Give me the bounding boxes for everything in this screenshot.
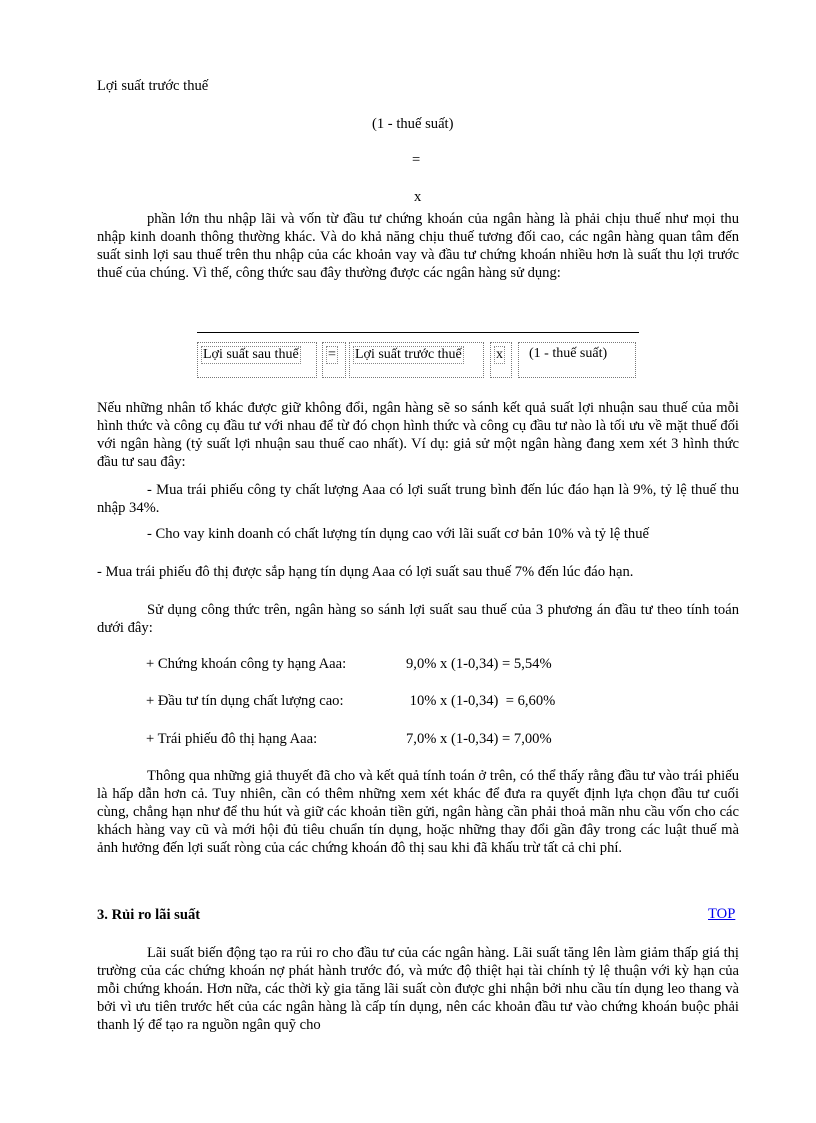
- formula-times: x: [496, 347, 503, 362]
- paragraph-conclusion: Thông qua những giả thuyết đã cho và kết quả tính toán ở trên, có thể thấy rằng đầu tư vào trái phiếu là hấp dẫn hơn cả. Tuy nhiên, cần có thêm những xem xét khác để đưa ra quyết định lựa chọn đầu tư cuối cùng, chẳng hạn như để thu hút và giữ các khoản tiền gửi, ngân hàng cần phải thoả mãn nhu cầu vốn cho các khách hàng vay cũ và mới hội đủ tiêu chuẩn tín dụng, hoặc những thay đổi gần đây trong các luật thuế mà ảnh hưởng đến lợi suất ròng của các chứng khoán đô thị sau khi đã khấu trừ tất cả chi phí.: [97, 768, 739, 856]
- pre-formula-times: x: [414, 189, 422, 205]
- formula-equals-cell: [322, 342, 346, 378]
- pre-formula-tax-term: (1 - thuế suất): [372, 116, 454, 132]
- formula-tax: (1 - thuế suất): [529, 346, 608, 361]
- section-heading: 3. Rủi ro lãi suất: [97, 907, 201, 923]
- paragraph-interest-rate-risk: Lãi suất biến động tạo ra rủi ro cho đầu tư của các ngân hàng. Lãi suất tăng lên làm giảm thấp giá thị trường của các chứng khoán nợ phát hành trước đó, và mức độ thiệt hại tài chính tỷ lệ thuận với kỳ hạn của mỗi chứng khoán. Hơn nữa, các thời kỳ gia tăng lãi suất còn được ghi nhận bởi nhu cầu tín dụng leo thang và bởi vì ưu tiên trước hết của các ngân hàng là cấp tín dụng, nên các khoản đầu tư vào chứng khoán buộc phải thanh lý để tạo ra nguồn ngân quỹ cho: [97, 945, 739, 1033]
- formula-after-tax: Lợi suất sau thuế: [203, 347, 299, 362]
- bullet-municipal-bond: - Mua trái phiếu đô thị được sắp hạng tín dụng Aaa có lợi suất sau thuế 7% đến lúc đáo hạn.: [97, 564, 634, 580]
- bullet-business-loan: - Cho vay kinh doanh có chất lượng tín dụng cao với lãi suất cơ bản 10% và tỷ lệ thuế: [147, 526, 650, 542]
- formula-times-cell: [490, 342, 512, 378]
- formula-before-tax: Lợi suất trước thuế: [355, 347, 462, 362]
- formula-equals: =: [328, 347, 336, 362]
- formula-rule: [197, 332, 639, 333]
- formula-after-tax-cell: [197, 342, 317, 378]
- calc-row: [146, 730, 552, 748]
- paragraph-tax-intro: phần lớn thu nhập lãi và vốn từ đầu tư chứng khoán của ngân hàng là phải chịu thuế như mọi thu nhập kinh doanh thông thường khác. Và do khả năng chịu thuế tương đối cao, các ngân hàng quan tâm đến suất sinh lợi sau thuế trên thu nhập của các khoản vay và đầu tư chứng khoán nhiều hơn là suất thu lợi trước thuế của chúng. Vì thế, công thức sau đây thường được các ngân hàng sử dụng:: [97, 211, 739, 281]
- formula-before-tax-cell: [349, 342, 484, 378]
- pre-formula-label: Lợi suất trước thuế: [97, 78, 209, 94]
- paragraph-comparison: Nếu những nhân tố khác được giữ không đổi, ngân hàng sẽ so sánh kết quả suất lợi nhuận sau thuế của mỗi hình thức và công cụ đầu tư với nhau để từ đó chọn hình thức và công cụ đầu tư nào là tối ưu về mặt thuế đối với ngân hàng (tỷ suất lợi nhuận sau thuế cao nhất). Ví dụ: giả sử một ngân hàng đang xem xét 3 hình thức đầu tư sau đây:: [97, 400, 739, 470]
- top-link[interactable]: TOP: [708, 906, 736, 922]
- calc-label: + Trái phiếu đô thị hạng Aaa:: [146, 731, 318, 747]
- calc-result: 10% x (1-0,34) = 6,60%: [406, 693, 556, 709]
- calc-label: + Chứng khoán công ty hạng Aaa:: [146, 656, 347, 672]
- paragraph-calculation-intro: Sử dụng công thức trên, ngân hàng so sánh lợi suất sau thuế của 3 phương án đầu tư theo tính toán dưới đây:: [97, 602, 739, 636]
- calc-row: [146, 655, 552, 673]
- calc-result: 7,0% x (1-0,34) = 7,00%: [406, 731, 552, 747]
- calc-result: 9,0% x (1-0,34) = 5,54%: [406, 656, 552, 672]
- bullet-corporate-bond: - Mua trái phiếu công ty chất lượng Aaa có lợi suất trung bình đến lúc đáo hạn là 9%, tỷ lệ thuế thu nhập 34%.: [97, 482, 739, 516]
- calc-label: + Đầu tư tín dụng chất lượng cao:: [146, 693, 344, 709]
- calc-row: [146, 692, 556, 710]
- pre-formula-equals: =: [412, 152, 421, 168]
- formula-tax-cell: [518, 342, 636, 378]
